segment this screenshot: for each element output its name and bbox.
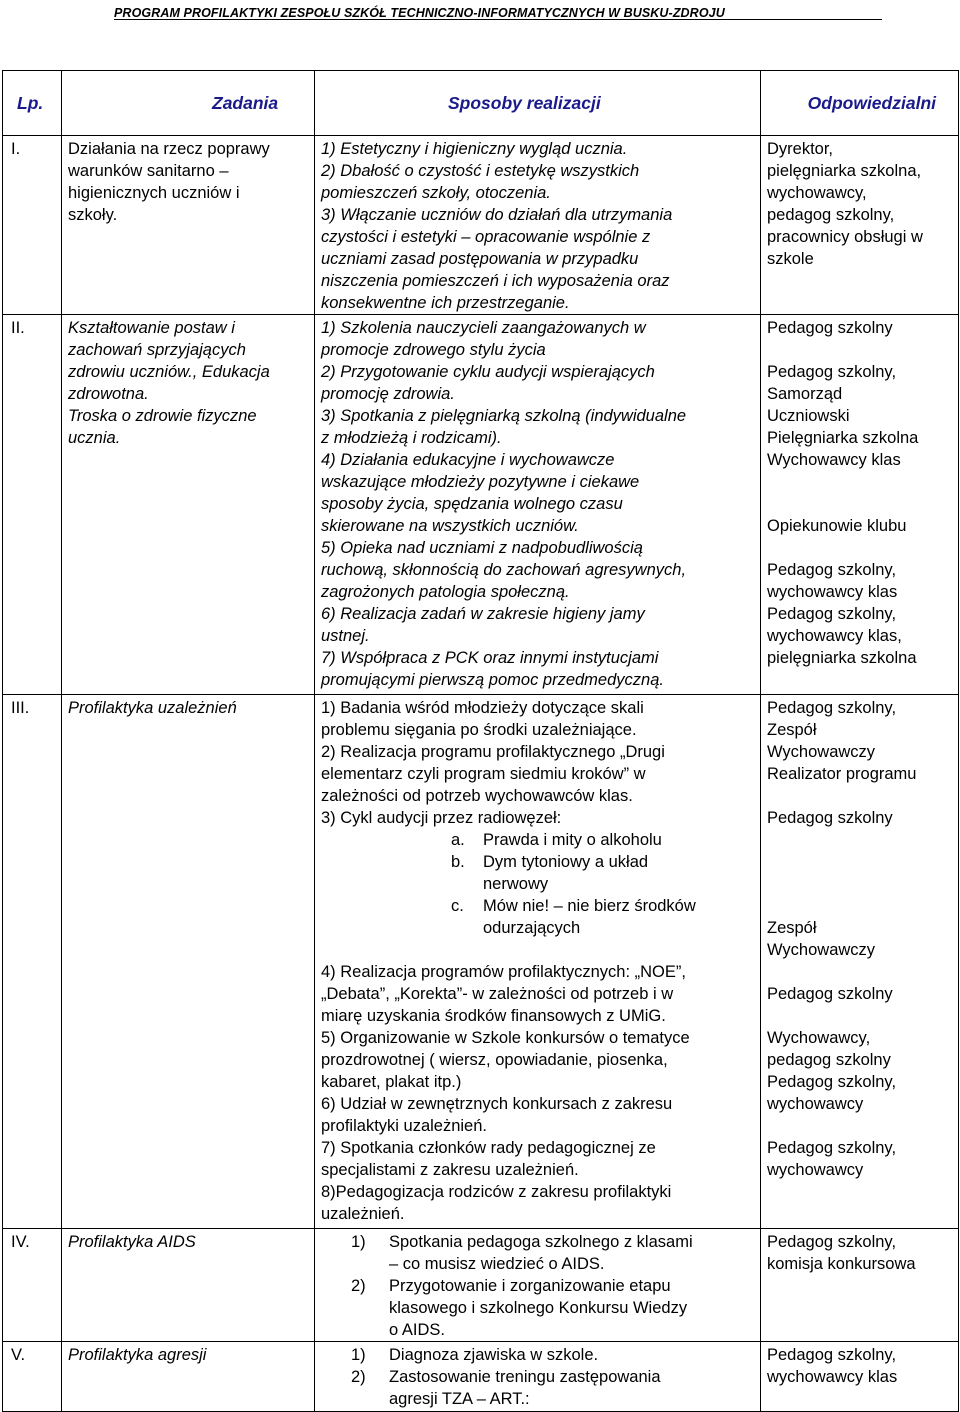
ways-line: promocje zdrowego stylu życia [321,341,546,359]
row-number: I. [3,136,62,315]
item-text: Spotkania pedagoga szkolnego z klasami [389,1233,693,1251]
ways-line: sposoby życia, spędzania wolnego czasu [321,495,623,513]
task-cell [62,136,315,315]
resp-cell [761,1229,959,1342]
numbered-item [321,1366,756,1388]
task-line: zdrowotna. [68,385,149,403]
resp-line: Pedagog szkolny, [767,1139,897,1157]
resp-line: Wychowawczy [767,941,876,959]
ways-line: ustnej. [321,627,370,645]
task-line: zdrowiu uczniów., Edukacja [68,363,270,381]
sub-item-text: nerwowy [483,875,549,893]
task-line: Działania na rzecz poprawy [68,140,270,158]
task-line: ucznia. [68,429,121,447]
numbered-item [321,1275,756,1297]
sub-item [321,829,756,851]
ways-line: 5) Organizowanie w Szkole konkursów o tematyce [321,1029,690,1047]
resp-line: Pedagog szkolny [767,319,893,337]
ways-line: 8)Pedagogizacja rodziców z zakresu profilaktyki [321,1183,672,1201]
ways-line: 1) Szkolenia nauczycieli zaangażowanych w [321,319,646,337]
ways-line: miarę uzyskania środków finansowych z UMiG. [321,1007,666,1025]
resp-line: Pielęgniarka szkolna [767,429,919,447]
ways-line: 2) Realizacja programu profilaktycznego „Drugi [321,743,665,761]
task-cell [62,695,315,1229]
program-table [2,70,959,1412]
ways-line: problemu sięgania po środki uzależniające. [321,721,637,739]
ways-line: ruchową, skłonnością do zachowań agresywnych, [321,561,687,579]
header-underline [114,19,882,20]
resp-line: Opiekunowie klubu [767,517,907,535]
task-line: zachowań sprzyjających [68,341,246,359]
resp-cell [761,136,959,315]
document-header: PROGRAM PROFILAKTYKI ZESPOŁU SZKÓŁ TECHNICZNO-INFORMATYCZNYCH W BUSKU-ZDROJU [114,6,725,20]
resp-cell [761,1342,959,1412]
resp-line: pedagog szkolny [767,1051,891,1069]
ways-line: 1) Estetyczny i higieniczny wygląd ucznia. [321,140,628,158]
resp-line: Pedagog szkolny, [767,561,897,579]
task-line: higienicznych uczniów i [68,184,240,202]
item-text: klasowego i szkolnego Konkursu Wiedzy [389,1299,688,1317]
col-header-zadania: Zadania [62,71,315,136]
task-line: Profilaktyka agresji [68,1346,207,1364]
resp-line: pracownicy obsługi w [767,228,923,246]
resp-line: Zespół [767,919,817,937]
row-number: II. [3,315,62,695]
ways-line: uczniami zasad postępowania w przypadku [321,250,639,268]
item-text: – co musisz wiedzieć o AIDS. [389,1255,605,1273]
resp-line: pielęgniarka szkolna [767,649,917,667]
ways-cell [315,315,761,695]
ways-line: 4) Realizacja programów profilaktycznych: „NOE”, [321,963,686,981]
ways-cell [315,695,761,1229]
task-line: warunków sanitarno – [68,162,229,180]
ways-line: prozdrowotnej ( wiersz, opowiadanie, piosenka, [321,1051,668,1069]
ways-line: 7) Spotkania członków rady pedagogicznej ze [321,1139,656,1157]
ways-line: wskazujące młodzieży pozytywne i ciekawe [321,473,640,491]
ways-line: kabaret, plakat itp.) [321,1073,462,1091]
sub-item-letter: a. [451,831,465,849]
resp-line: Wychowawcy, [767,1029,871,1047]
ways-line: elementarz czyli program siedmiu kroków” w [321,765,646,783]
task-cell [62,315,315,695]
resp-line: pedagog szkolny, [767,206,895,224]
resp-line: pielęgniarka szkolna, [767,162,922,180]
resp-line: komisja konkursowa [767,1255,916,1273]
ways-line: pomieszczeń szkoły, otoczenia. [321,184,551,202]
table-row [3,1229,959,1342]
resp-line: Pedagog szkolny [767,985,893,1003]
ways-line: promocję zdrowia. [321,385,455,403]
row-number: III. [3,695,62,1229]
task-line: Troska o zdrowie fizyczne [68,407,257,425]
numbered-item [321,1297,756,1319]
ways-line: 4) Działania edukacyjne i wychowawcze [321,451,615,469]
row-number: IV. [3,1229,62,1342]
resp-line: wychowawcy [767,1161,864,1179]
ways-line: 5) Opieka nad uczniami z nadpobudliwością [321,539,643,557]
table-row [3,695,959,1229]
resp-line: Uczniowski [767,407,850,425]
item-text: agresji TZA – ART.: [389,1390,530,1408]
ways-cell [315,136,761,315]
resp-line: Wychowawczy [767,743,876,761]
sub-item-letter: c. [451,897,464,915]
ways-line: 2) Dbałość o czystość i estetykę wszystkich [321,162,640,180]
task-line: Profilaktyka uzależnień [68,699,237,717]
resp-line: wychowawcy [767,1095,864,1113]
task-line: Kształtowanie postaw i [68,319,235,337]
table-header-row [3,71,959,136]
numbered-item [321,1253,756,1275]
task-cell [62,1342,315,1412]
item-text: Diagnoza zjawiska w szkole. [389,1346,599,1364]
resp-line: wychowawcy klas [767,1368,898,1386]
ways-line: 1) Badania wśród młodzieży dotyczące skali [321,699,644,717]
sub-item [321,851,756,873]
resp-line: Pedagog szkolny, [767,605,897,623]
row-number: V. [3,1342,62,1412]
ways-line: z młodzieżą i rodzicami). [321,429,502,447]
ways-cell [315,1342,761,1412]
sub-item [321,895,756,917]
resp-line: Samorząd [767,385,843,403]
item-number: 2) [351,1277,366,1295]
numbered-item [321,1344,756,1366]
col-header-odpowiedzialni: Odpowiedzialni [761,71,959,136]
col-header-lp: Lp. [3,71,62,136]
ways-line: 3) Włączanie uczniów do działań dla utrzymania [321,206,673,224]
ways-line: 7) Współpraca z PCK oraz innymi instytucjami [321,649,659,667]
resp-cell [761,695,959,1229]
sub-item-text: Prawda i mity o alkoholu [483,831,662,849]
table-row [3,315,959,695]
resp-line: Pedagog szkolny [767,809,893,827]
resp-line: Dyrektor, [767,140,834,158]
task-line: szkoły. [68,206,118,224]
ways-line: 3) Cykl audycji przez radiowęzeł: [321,809,562,827]
resp-line: wychowawcy klas [767,583,898,601]
resp-line: Pedagog szkolny, [767,1346,897,1364]
resp-line: Realizator programu [767,765,917,783]
item-number: 2) [351,1368,366,1386]
sub-item [321,917,756,939]
ways-line: 6) Udział w zewnętrznych konkursach z zakresu [321,1095,673,1113]
item-number: 1) [351,1346,366,1364]
table-row [3,136,959,315]
sub-item-text: Dym tytoniowy a układ [483,853,649,871]
task-cell [62,1229,315,1342]
sub-item-text: odurzających [483,919,581,937]
item-number: 1) [351,1233,366,1251]
task-line: Profilaktyka AIDS [68,1233,196,1251]
sub-item-text: Mów nie! – nie bierz środków [483,897,696,915]
item-text: Przygotowanie i zorganizowanie etapu [389,1277,671,1295]
ways-line: konsekwentne ich przestrzeganie. [321,294,570,312]
ways-line: 3) Spotkania z pielęgniarką szkolną (indywidualne [321,407,687,425]
ways-line: 2) Przygotowanie cyklu audycji wspierających [321,363,655,381]
sub-item [321,873,756,895]
resp-line: Pedagog szkolny, [767,1073,897,1091]
item-text: Zastosowanie treningu zastępowania [389,1368,661,1386]
resp-line: Pedagog szkolny, [767,1233,897,1251]
sub-item-letter: b. [451,853,465,871]
col-header-sposoby: Sposoby realizacji [315,71,761,136]
ways-line: niszczenia pomieszczeń i ich wyposażenia oraz [321,272,670,290]
resp-line: Zespół [767,721,817,739]
resp-line: szkole [767,250,814,268]
resp-line: wychowawcy, [767,184,867,202]
ways-line: „Debata”, „Korekta”- w zależności od potrzeb i w [321,985,674,1003]
resp-line: Pedagog szkolny, [767,363,897,381]
ways-line: promującymi pierwszą pomoc przedmedyczną. [321,671,664,689]
numbered-item [321,1231,756,1253]
ways-line: profilaktyki uzależnień. [321,1117,487,1135]
ways-line: zagrożonych patologia społeczną. [321,583,570,601]
ways-cell [315,1229,761,1342]
resp-line: Wychowawcy klas [767,451,901,469]
ways-line: uzależnień. [321,1205,405,1223]
numbered-item [321,1388,756,1410]
resp-line: wychowawcy klas, [767,627,902,645]
table-row [3,1342,959,1412]
item-text: o AIDS. [389,1321,445,1339]
numbered-item [321,1319,756,1341]
ways-line: skierowane na wszystkich uczniów. [321,517,579,535]
ways-line: zależności od potrzeb wychowawców klas. [321,787,633,805]
resp-line: Pedagog szkolny, [767,699,897,717]
ways-line: czystości i estetyki – opracowanie wspólnie z [321,228,651,246]
ways-line: 6) Realizacja zadań w zakresie higieny jamy [321,605,645,623]
resp-cell [761,315,959,695]
ways-line: specjalistami z zakresu uzależnień. [321,1161,579,1179]
